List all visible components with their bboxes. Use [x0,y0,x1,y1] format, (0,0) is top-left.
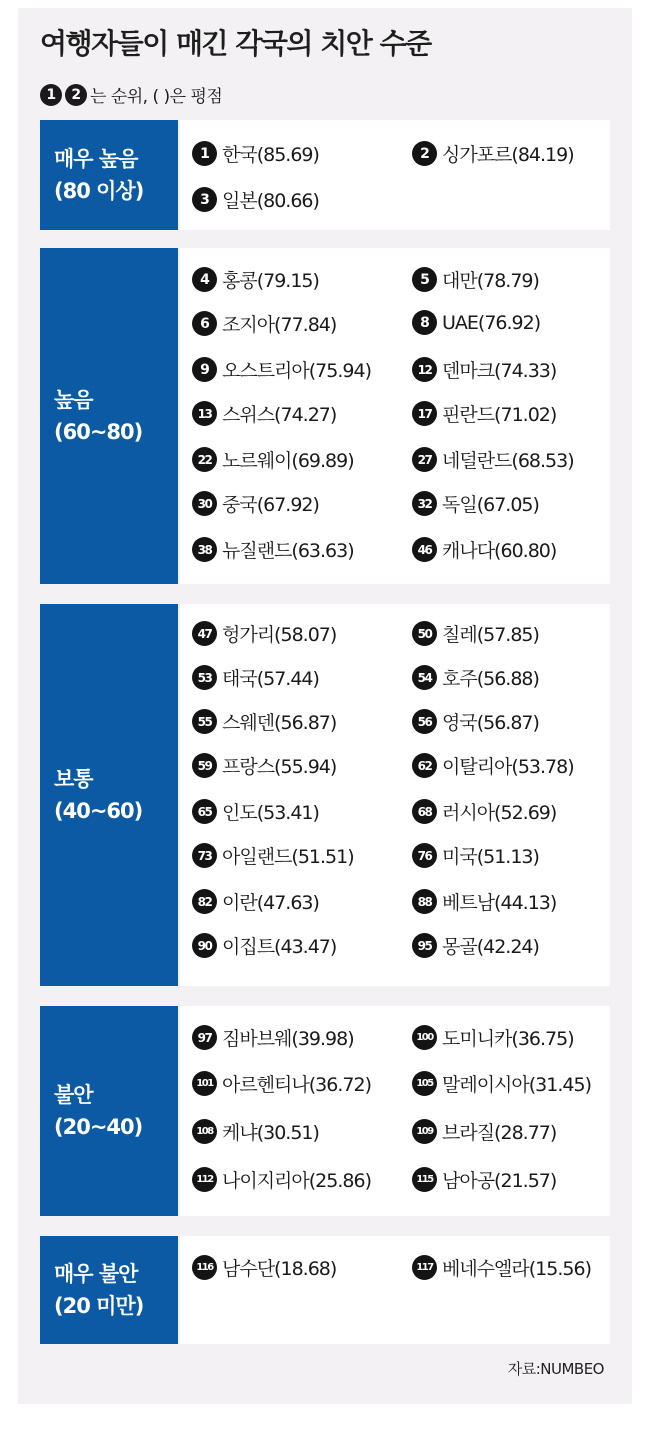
country-score: 러시아(52.69) [442,802,557,824]
category-range: (20~40) [54,1115,143,1139]
country-score: 노르웨이(69.89) [222,450,354,472]
country-score: 뉴질랜드(63.63) [222,540,354,562]
country-item [192,932,336,959]
rank-badge: 30 [192,491,217,516]
category-label [40,604,178,986]
country-score: 말레이시아(31.45) [442,1074,591,1096]
category-range: (40~60) [54,799,143,823]
rank-badge: 56 [412,709,437,734]
rank-badge: 108 [192,1119,217,1144]
country-item [412,400,556,427]
country-item [192,356,371,383]
rank-badge: 82 [192,889,217,914]
country-score: 영국(56.87) [442,712,539,734]
country-item [412,1254,591,1281]
rank-badge: 54 [412,665,437,690]
rank-badge: 27 [412,447,437,472]
category-label [40,1236,178,1344]
country-score: 도미니카(36.75) [442,1028,574,1050]
country-item [412,536,556,563]
country-item [412,1024,574,1051]
country-item [192,186,319,213]
rank-badge: 68 [412,799,437,824]
rank-badge: 116 [192,1255,217,1280]
legend-rank-marker-2: 2 [65,84,87,106]
country-score: 이집트(43.47) [222,936,337,958]
country-item [192,140,319,167]
rank-badge: 17 [412,401,437,426]
rank-badge: 112 [192,1167,217,1192]
source-credit: 자료:NUMBEO [507,1360,604,1378]
category-range: (20 미만) [54,1294,144,1318]
country-item [192,1118,319,1145]
rank-badge: 62 [412,753,437,778]
rank-badge: 73 [192,843,217,868]
country-item [412,842,539,869]
category-range: (60~80) [54,420,143,444]
country-score: 오스트리아(75.94) [222,360,371,382]
country-score: 호주(56.88) [442,668,539,690]
country-score: 브라질(28.77) [442,1122,557,1144]
country-score: 독일(67.05) [442,494,539,516]
country-score: 인도(53.41) [222,802,319,824]
category-name: 매우 불안 [54,1262,138,1286]
country-item [412,888,556,915]
category-label [40,248,178,584]
country-score: 캐나다(60.80) [442,540,557,562]
country-list [180,120,610,230]
group-medium [40,604,610,986]
country-item [192,708,336,735]
rank-badge: 97 [192,1025,217,1050]
country-score: 베네수엘라(15.56) [442,1258,591,1280]
country-item [192,752,336,779]
category-name: 매우 높음 [54,147,138,171]
country-score: 조지아(77.84) [222,314,337,336]
category-name: 높음 [54,388,93,412]
country-score: 케냐(30.51) [222,1122,319,1144]
country-score: 프랑스(55.94) [222,756,337,778]
rank-badge: 3 [192,187,217,212]
rank-badge: 2 [412,141,437,166]
country-item [192,490,319,517]
rank-badge: 38 [192,537,217,562]
rank-badge: 22 [192,447,217,472]
country-score: 핀란드(71.02) [442,404,557,426]
country-score: 남수단(18.68) [222,1258,337,1280]
rank-badge: 8 [412,310,437,335]
group-very-high [40,120,610,230]
rank-badge: 1 [192,141,217,166]
country-item [192,888,319,915]
group-unsafe [40,1006,610,1216]
rank-badge: 32 [412,491,437,516]
country-score: 아르헨티나(36.72) [222,1074,371,1096]
country-score: 네덜란드(68.53) [442,450,574,472]
category-name: 불안 [54,1083,93,1107]
country-item [412,798,556,825]
category-label [40,1006,178,1216]
country-item [412,356,556,383]
country-item [412,620,539,647]
country-score: 한국(85.69) [222,144,319,166]
rank-badge: 55 [192,709,217,734]
country-item [192,1166,371,1193]
country-item [412,1070,591,1097]
rank-badge: 115 [412,1167,437,1192]
category-name: 보통 [54,767,93,791]
country-item [412,752,574,779]
country-item [192,310,336,337]
country-list [180,1006,610,1216]
country-item [412,310,540,335]
country-score: 싱가포르(84.19) [442,144,574,166]
country-item [412,490,539,517]
country-item [192,536,354,563]
legend [40,82,222,107]
rank-badge: 105 [412,1071,437,1096]
country-item [192,400,336,427]
country-list [180,248,610,584]
country-score: 미국(51.13) [442,846,539,868]
rank-badge: 4 [192,267,217,292]
rank-badge: 46 [412,537,437,562]
country-score: UAE(76.92) [442,311,541,334]
country-item [192,266,319,293]
country-score: 덴마크(74.33) [442,360,557,382]
country-score: 중국(67.92) [222,494,319,516]
rank-badge: 109 [412,1119,437,1144]
country-score: 이탈리아(53.78) [442,756,574,778]
country-score: 짐바브웨(39.98) [222,1028,354,1050]
country-score: 베트남(44.13) [442,892,557,914]
country-item [412,446,574,473]
country-list [180,604,610,986]
country-score: 이란(47.63) [222,892,319,914]
country-item [192,1254,336,1281]
group-very-unsafe [40,1236,610,1344]
country-item [192,1024,354,1051]
rank-badge: 6 [192,311,217,336]
rank-badge: 59 [192,753,217,778]
country-score: 스위스(74.27) [222,404,337,426]
rank-badge: 100 [412,1025,437,1050]
country-score: 아일랜드(51.51) [222,846,354,868]
country-score: 몽골(42.24) [442,936,539,958]
rank-badge: 76 [412,843,437,868]
country-score: 헝가리(58.07) [222,624,337,646]
rank-badge: 90 [192,933,217,958]
rank-badge: 5 [412,267,437,292]
country-item [192,664,319,691]
rank-badge: 95 [412,933,437,958]
legend-text: 는 순위, ( )은 평점 [90,87,223,107]
country-item [412,932,539,959]
country-item [192,798,319,825]
country-score: 남아공(21.57) [442,1170,557,1192]
rank-badge: 101 [192,1071,217,1096]
rank-badge: 53 [192,665,217,690]
country-item [412,1166,556,1193]
group-high [40,248,610,584]
rank-badge: 47 [192,621,217,646]
legend-rank-marker-1: 1 [40,84,62,106]
country-item [192,1070,371,1097]
country-list [180,1236,610,1344]
country-item [192,842,354,869]
country-score: 칠레(57.85) [442,624,539,646]
country-item [412,1118,556,1145]
country-score: 나이지리아(25.86) [222,1170,371,1192]
country-score: 대만(78.79) [442,270,539,292]
rank-badge: 9 [192,357,217,382]
country-item [412,140,574,167]
rank-badge: 12 [412,357,437,382]
country-item [412,664,539,691]
country-score: 일본(80.66) [222,190,319,212]
country-score: 스웨덴(56.87) [222,712,337,734]
country-item [412,266,539,293]
category-label [40,120,178,230]
rank-badge: 50 [412,621,437,646]
rank-badge: 13 [192,401,217,426]
country-item [192,620,336,647]
country-item [192,446,354,473]
country-score: 태국(57.44) [222,668,319,690]
page-title: 여행자들이 매긴 각국의 치안 수준 [40,27,431,60]
country-score: 홍콩(79.15) [222,270,319,292]
rank-badge: 88 [412,889,437,914]
rank-badge: 117 [412,1255,437,1280]
category-range: (80 이상) [54,179,144,203]
rank-badge: 65 [192,799,217,824]
country-item [412,708,539,735]
